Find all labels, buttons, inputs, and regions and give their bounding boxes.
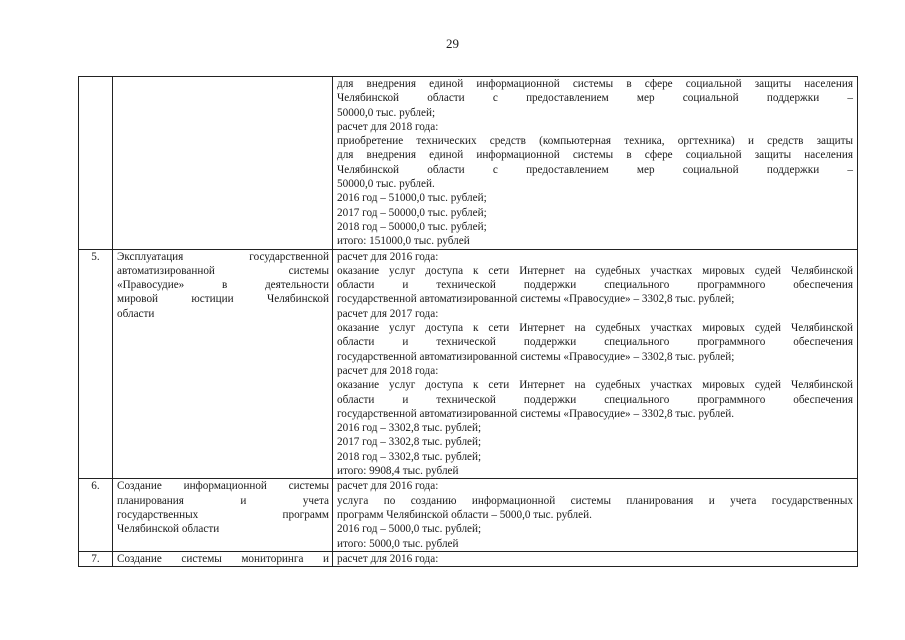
calculation-line: Челябинской области с предоставлением мер социальной поддержки – (337, 92, 853, 105)
calculation-line: расчет для 2018 года: (337, 120, 439, 133)
calculation-line: расчет для 2017 года: (337, 307, 439, 320)
calculation-line: 50000,0 тыс. рублей; (337, 106, 436, 119)
event-name-line: мировой юстиции Челябинской (117, 293, 329, 306)
row-number: 7. (79, 552, 113, 566)
calculation-line: государственной автоматизированной системы «Правосудие» – 3302,8 тыс. рублей. (337, 407, 734, 420)
calculation-line: области и технической поддержки специального программного обеспечения (337, 336, 853, 349)
table-row (79, 552, 857, 567)
calculation-line: расчет для 2016 года: (337, 552, 439, 565)
calculation-line: расчет для 2016 года: (337, 480, 439, 493)
calculation-line: услуга по созданию информационной системы планирования и учета государственных (337, 494, 853, 507)
calculation-line: программ Челябинской области – 5000,0 тыс. рублей. (337, 508, 592, 521)
row-number (79, 77, 113, 249)
calculation-line: для внедрения единой информационной системы в сфере социальной защиты населения (337, 78, 853, 90)
calculation-line: Челябинской области с предоставлением мер социальной поддержки – (337, 163, 853, 176)
event-name-line: Создание системы мониторинга и (117, 552, 329, 565)
calculation-line: государственной автоматизированной системы «Правосудие» – 3302,8 тыс. рублей; (337, 293, 735, 306)
calculation-line: расчет для 2016 года: (337, 250, 439, 263)
event-name-cell (113, 250, 333, 479)
table-row (79, 250, 857, 480)
calculation-cell (333, 479, 857, 550)
calculation-line: 2016 год – 51000,0 тыс. рублей; (337, 192, 487, 205)
calculation-line: оказание услуг доступа к сети Интернет на судебных участках мировых судей Челябинской (337, 322, 853, 335)
calculation-line: итого: 151000,0 тыс. рублей (337, 235, 470, 248)
row-number: 5. (79, 250, 113, 479)
calculation-line: 2018 год – 3302,8 тыс. рублей; (337, 450, 482, 463)
table-row (79, 479, 857, 551)
calculation-line: 2016 год – 5000,0 тыс. рублей; (337, 523, 482, 536)
event-name-line: планирования и учета (117, 494, 329, 507)
calculation-line: итого: 9908,4 тыс. рублей (337, 465, 459, 478)
calculation-line: области и технической поддержки специального программного обеспечения (337, 279, 853, 292)
calculation-cell (333, 250, 857, 479)
calculation-line: итого: 5000,0 тыс. рублей (337, 537, 459, 550)
calculation-line: оказание услуг доступа к сети Интернет на судебных участках мировых судей Челябинской (337, 379, 853, 392)
calculation-line: 2017 год – 3302,8 тыс. рублей; (337, 436, 482, 449)
expense-table (78, 76, 858, 567)
table-row (79, 77, 857, 250)
calculation-line: оказание услуг доступа к сети Интернет на судебных участках мировых судей Челябинской (337, 264, 853, 277)
calculation-line: 50000,0 тыс. рублей. (337, 178, 435, 191)
calculation-line: расчет для 2018 года: (337, 364, 439, 377)
event-name-line: Создание информационной системы (117, 480, 329, 493)
calculation-line: государственной автоматизированной системы «Правосудие» – 3302,8 тыс. рублей; (337, 350, 735, 363)
calculation-line: приобретение технических средств (компьютерная техника, оргтехника) и средств защиты (337, 135, 853, 148)
event-name-cell (113, 77, 333, 249)
event-name-line: «Правосудие» в деятельности (117, 279, 329, 292)
calculation-cell (333, 552, 857, 566)
event-name-line: Эксплуатация государственной (117, 250, 329, 263)
calculation-line: 2017 год – 50000,0 тыс. рублей; (337, 206, 487, 219)
calculation-line: 2016 год – 3302,8 тыс. рублей; (337, 422, 482, 435)
event-name-line: Челябинской области (117, 523, 220, 536)
event-name-line: государственных программ (117, 508, 329, 521)
page-number: 29 (446, 36, 459, 51)
row-number: 6. (79, 479, 113, 550)
calculation-line: для внедрения единой информационной системы в сфере социальной защиты населения (337, 149, 853, 162)
event-name-line: области (117, 307, 155, 320)
calculation-line: области и технической поддержки специального программного обеспечения (337, 393, 853, 406)
calculation-line: 2018 год – 50000,0 тыс. рублей; (337, 220, 487, 233)
event-name-cell (113, 552, 333, 566)
event-name-line: автоматизированной системы (117, 264, 329, 277)
calculation-cell (333, 77, 857, 249)
event-name-cell (113, 479, 333, 550)
